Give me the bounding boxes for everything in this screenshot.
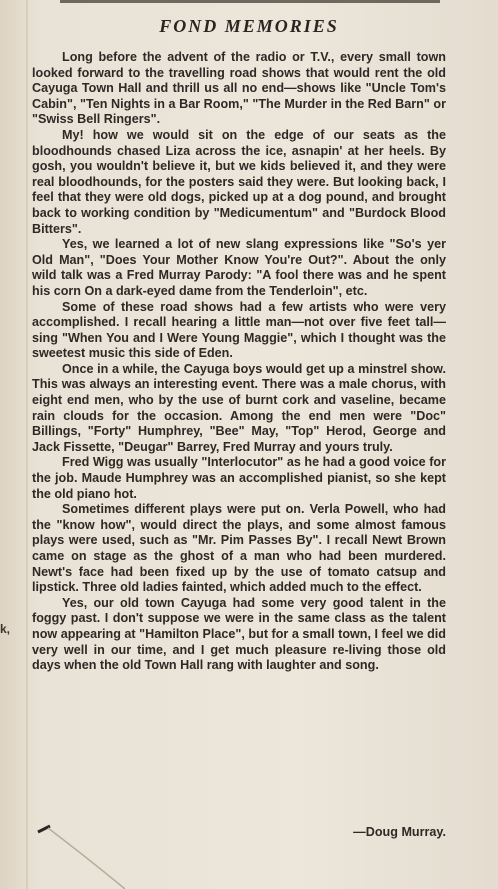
paragraph: Fred Wigg was usually "Interlocutor" as he had a good voice for the job. Maude Humphrey was an accomplished pianist, so she kept the old piano hot. <box>32 455 446 501</box>
paragraph: Yes, we learned a lot of new slang expressions like "So's yer Old Man", "Does Your Mother Know You're Out?". About the only wild talk was a Fred Murray Parody: "A fool there was and he spent his corn On a dark-eyed dame from the Tenderloin", etc. <box>32 237 446 298</box>
paragraph: Sometimes different plays were put on. Verla Powell, who had the "know how", would direct the plays, and some almost famous plays were used, such as "Mr. Pim Passes By". I recall Newt Brown came on stage as the ghost of a man who had been murdered. Newt's face had been fixed up by the use of tomato catsup and lipstick. Three old ladies fainted, which added much to the effect. <box>32 502 446 595</box>
pencil-mark <box>30 820 150 889</box>
paragraph: My! how we would sit on the edge of our seats as the bloodhounds chased Liza across the ice, asnapin' at her heels. By gosh, you wouldn't believe it, but we kids believed it, and they were real bloodhounds, for the posters said they were. But looking back, I feel that they were old dogs, picked up at a dog pound, and brought back to working condition by "Medicumentum" and "Burdock Blood Bitters". <box>32 127 446 236</box>
paragraph: Some of these road shows had a few artists who were very accomplished. I recall hearing a little man—not over five feet tall—sing "When You and I Were Young Maggie", which I thought was the sweetest music this side of Eden. <box>32 299 446 361</box>
author-signature: —Doug Murray. <box>353 825 446 839</box>
article-body <box>32 50 446 674</box>
margin-fragment: k, <box>0 622 11 636</box>
paragraph: Yes, our old town Cayuga had some very good talent in the foggy past. I don't suppose we were in the same class as the talent now appearing at "Hamilton Place", but for a small town, I feel we did very well in our time, and I get much pleasure re-living those old days when the old Town Hall rang with laughter and song. <box>32 595 446 673</box>
article-title: FOND MEMORIES <box>159 16 339 36</box>
top-rule <box>60 0 440 3</box>
fold-crease <box>26 0 28 889</box>
paragraph: Long before the advent of the radio or T.V., every small town looked forward to the travelling road shows that would rent the old Cayuga Town Hall and thrill us all no end—shows like "Uncle Tom's Cabin", "Ten Nights in a Bar Room," "The Murder in the Red Barn" or "Swiss Bell Ringers". <box>32 50 446 127</box>
paragraph: Once in a while, the Cayuga boys would get up a minstrel show. This was always an interesting event. There was a male chorus, with eight end men, who by the use of burnt cork and vaseline, became rain clouds for the occasion. Among the end men were "Doc" Billings, "Forty" Humphrey, "Bee" May, "Top" Herod, George and Jack Fissette, "Deugar" Barrey, Fred Murray and yours truly. <box>32 361 446 454</box>
